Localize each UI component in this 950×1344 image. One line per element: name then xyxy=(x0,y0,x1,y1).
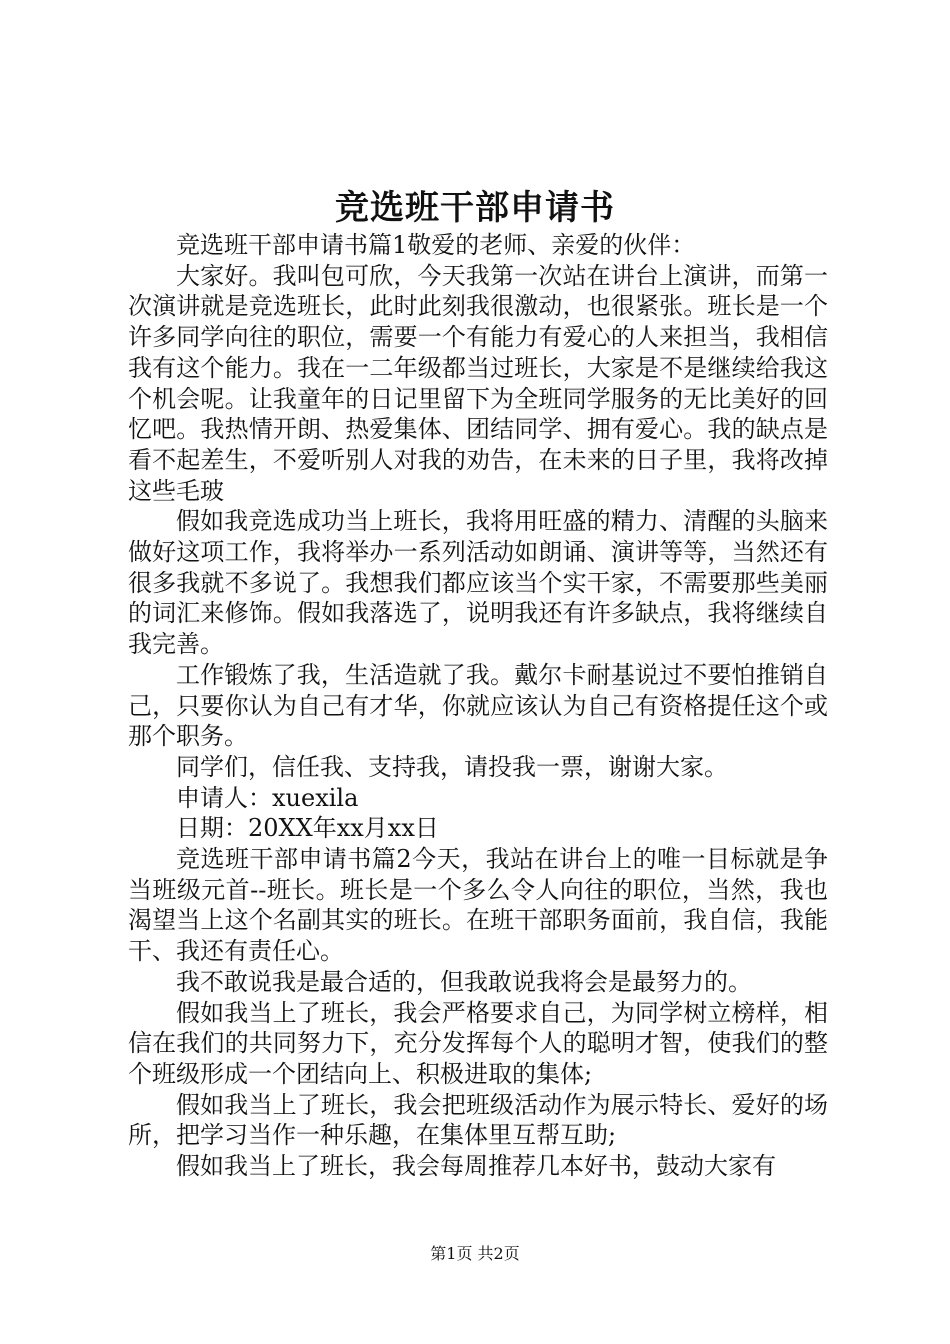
page-number-footer: 第1页 共2页 xyxy=(430,1244,520,1263)
paragraph: 假如我当上了班长，我会每周推荐几本好书，鼓动大家有 xyxy=(176,1152,776,1181)
paragraph: 假如我当上了班长，我会把班级活动作为展示特长、爱好的场所，把学习当作一种乐趣，在集体里互帮互助; xyxy=(128,1090,828,1150)
paragraph: 竞选班干部申请书篇1敬爱的老师、亲爱的伙伴： xyxy=(176,231,696,259)
document-body xyxy=(128,230,828,1182)
paragraph: 同学们，信任我、支持我，请投我一票，谢谢大家。 xyxy=(176,752,728,781)
paragraph: 大家好。我叫包可欣，今天我第一次站在讲台上演讲，而第一次演讲就是竞选班长，此时此刻我很激动，也很紧张。班长是一个许多同学向往的职位，需要一个有能力有爱心的人来担当，我相信我有这个能力。我在一二年级都当过班长，大家是不是继续给我这个机会呢。让我童年的日记里留下为全班同学服务的无比美好的回忆吧。我热情开朗、热爱集体、团结同学、拥有爱心。我的缺点是看不起差生，不爱听别人对我的劝告，在未来的日子里，我将改掉这些毛玻 xyxy=(128,261,828,505)
applicant-line: 申请人：xuexila xyxy=(176,783,359,812)
document-title: 竞选班干部申请书 xyxy=(335,188,615,228)
date-line: 日期：20XX年xx月xx日 xyxy=(176,814,439,843)
paragraph: 我不敢说我是最合适的，但我敢说我将会是最努力的。 xyxy=(176,967,752,996)
paragraph: 竞选班干部申请书篇2今天，我站在讲台上的唯一目标就是争当班级元首--班长。班长是一个多么令人向往的职位，当然，我也渴望当上这个名副其实的班长。在班干部职务面前，我自信，我能干、我还有责任心。 xyxy=(128,845,828,966)
paragraph: 假如我当上了班长，我会严格要求自己，为同学树立榜样，相信在我们的共同努力下，充分发挥每个人的聪明才智，使我们的整个班级形成一个团结向上、积极进取的集体; xyxy=(128,998,828,1088)
paragraph: 假如我竞选成功当上班长，我将用旺盛的精力、清醒的头脑来做好这项工作，我将举办一系列活动如朗诵、演讲等等，当然还有很多我就不多说了。我想我们都应该当个实干家，不需要那些美丽的词汇来修饰。假如我落选了，说明我还有许多缺点，我将继续自我完善。 xyxy=(128,507,828,659)
paragraph: 工作锻炼了我，生活造就了我。戴尔卡耐基说过不要怕推销自己，只要你认为自己有才华，你就应该认为自己有资格提任这个或那个职务。 xyxy=(128,660,828,751)
